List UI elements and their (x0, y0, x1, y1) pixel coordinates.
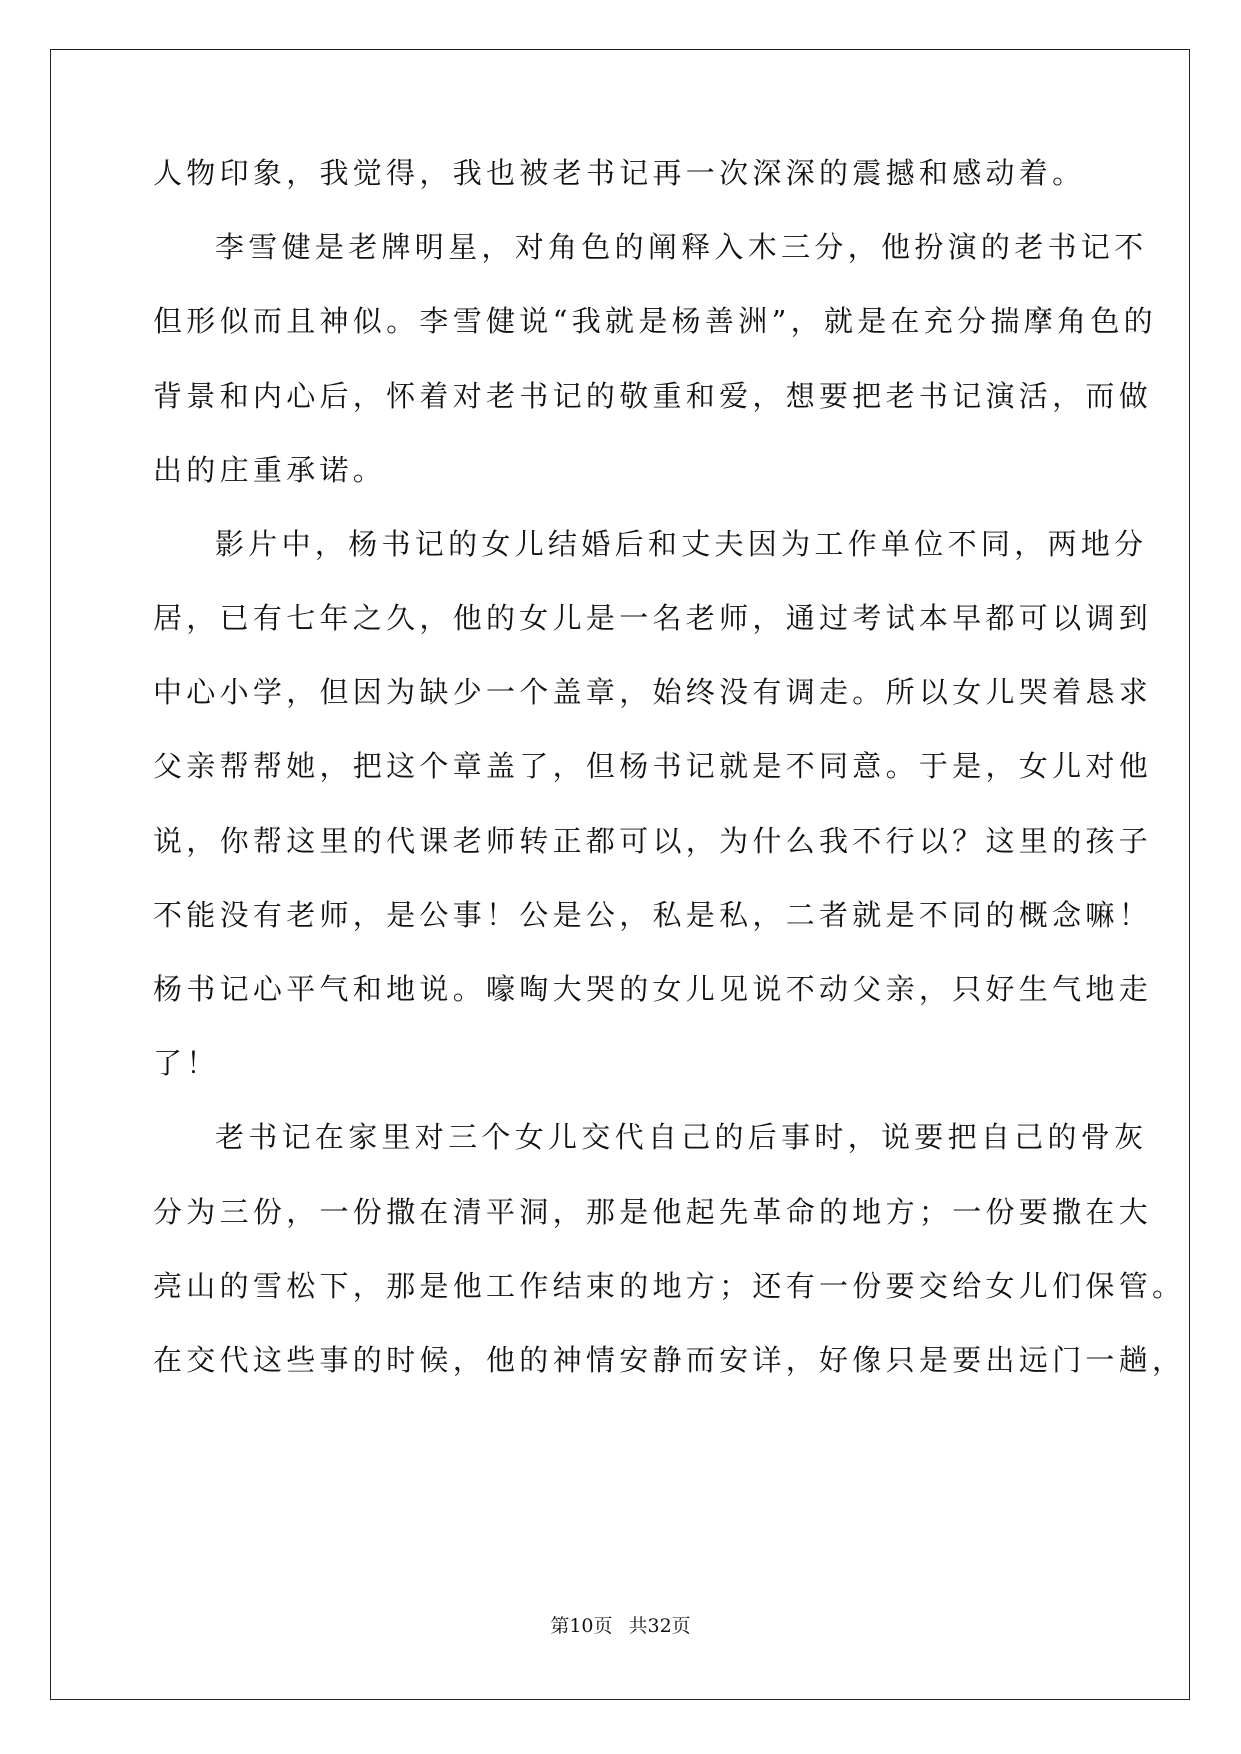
text-line: 但形似而且神似。李雪健说“我就是杨善洲”，就是在充分揣摩角色的 (153, 304, 1157, 338)
text-line: 说，你帮这里的代课老师转正都可以，为什么我不行以？这里的孩子 (153, 824, 1153, 858)
page-border (50, 49, 1190, 1700)
text-line: 亮山的雪松下，那是他工作结束的地方；还有一份要交给女儿们保管。 (153, 1269, 1186, 1303)
text-line: 杨书记心平气和地说。嚎啕大哭的女儿见说不动父亲，只好生气地走 (153, 972, 1153, 1006)
text-line: 父亲帮帮她，把这个章盖了，但杨书记就是不同意。于是，女儿对他 (153, 749, 1153, 783)
page-total: 共32页 (628, 1615, 691, 1637)
text-line: 老书记在家里对三个女儿交代自己的后事时，说要把自己的骨灰 (215, 1120, 1148, 1154)
text-line: 李雪健是老牌明星，对角色的阐释入木三分，他扮演的老书记不 (215, 230, 1148, 264)
text-line: 不能没有老师，是公事！公是公，私是私，二者就是不同的概念嘛！ (153, 898, 1153, 932)
text-line: 分为三份，一份撒在清平洞，那是他起先革命的地方；一份要撒在大 (153, 1195, 1153, 1229)
text-line: 背景和内心后，怀着对老书记的敬重和爱，想要把老书记演活，而做 (153, 379, 1153, 413)
text-line: 影片中，杨书记的女儿结婚后和丈夫因为工作单位不同，两地分 (215, 527, 1148, 561)
text-line: 中心小学，但因为缺少一个盖章，始终没有调走。所以女儿哭着恳求 (153, 675, 1153, 709)
text-line: 出的庄重承诺。 (153, 453, 387, 487)
page-footer (0, 1614, 1241, 1638)
text-line: 了！ (153, 1046, 220, 1080)
text-line: 居，已有七年之久，他的女儿是一名老师，通过考试本早都可以调到 (153, 601, 1153, 635)
page-number: 第10页 (550, 1615, 613, 1637)
text-line: 人物印象，我觉得，我也被老书记再一次深深的震撼和感动着。 (153, 156, 1086, 190)
text-line: 在交代这些事的时候，他的神情安静而安详，好像只是要出远门一趟， (153, 1343, 1186, 1377)
